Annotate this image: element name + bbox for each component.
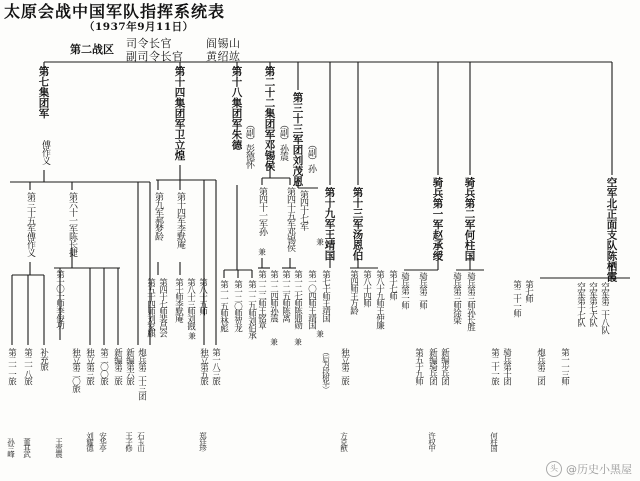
note-label: （后为段树华） bbox=[321, 348, 331, 393]
division-115: 第一一五师林彪 bbox=[218, 280, 229, 332]
unit: 空军第十七队 bbox=[575, 282, 586, 326]
group-army-18-deputy: （副）彭德怀 bbox=[244, 120, 254, 168]
unit: 第一一三师 bbox=[559, 348, 570, 385]
division-17: 第十七师 bbox=[387, 270, 398, 300]
unit: 独立第二旅 bbox=[339, 348, 350, 385]
army-9: 第九军郝梦龄 bbox=[153, 192, 163, 240]
division-120: 第一二〇师贺龙 bbox=[232, 280, 243, 332]
unit: 新编骑兵团 bbox=[427, 348, 438, 385]
group-army-22-deputy: （副）孙震 bbox=[278, 120, 288, 160]
unit: 骑兵第十团 bbox=[501, 348, 512, 385]
note-label: 兼 bbox=[315, 238, 325, 245]
army-47: 第四十七军 bbox=[298, 190, 308, 230]
division-89: 第八十九师王仲廉 bbox=[374, 270, 385, 329]
unit-commander: 石玉山 bbox=[136, 432, 146, 451]
division-10: 第十师李默庵 bbox=[173, 278, 184, 322]
division-104: 第一〇四师王靖国 bbox=[306, 270, 317, 329]
note-label: 兼 bbox=[269, 338, 279, 345]
unit: 补充旅 bbox=[38, 348, 49, 370]
division-122: 第一二二师王铭章 bbox=[256, 270, 267, 329]
commander-titles bbox=[126, 37, 184, 63]
commander-names bbox=[206, 37, 241, 63]
cavalry-division-3b: 骑兵第三师孙长胜 bbox=[465, 272, 476, 331]
air-force-detachment: 空军北正面支队陈栖霞 bbox=[605, 177, 618, 282]
division-83: 第八十三师刘戡 bbox=[185, 278, 196, 330]
army-41: 第四十一军孙 bbox=[257, 187, 267, 235]
division-54: 第五十四师刘家麒 bbox=[145, 278, 156, 337]
unit-commander: 董其武 bbox=[22, 438, 32, 457]
note-label: 兼 bbox=[315, 330, 325, 337]
unit-commander: 安华亭 bbox=[98, 432, 108, 451]
unit: 炮兵第二团 bbox=[535, 348, 546, 385]
division-85: 第八十五师 bbox=[197, 278, 208, 315]
note-label: 兼 bbox=[257, 248, 267, 255]
commander-title: 司令长官 bbox=[126, 37, 172, 50]
division-127: 第一二七师陈鼎勋 bbox=[292, 270, 303, 329]
cavalry-army-2: 骑兵第二军何柱国 bbox=[463, 177, 476, 261]
division-84: 第八十四师 bbox=[361, 270, 372, 307]
unit: 空军第七大队 bbox=[587, 282, 598, 326]
note-label: 兼 bbox=[187, 332, 197, 339]
war-zone-label: 第二战区 bbox=[70, 43, 114, 56]
army-group-33: 第三十三军团刘茂恩 bbox=[291, 92, 304, 187]
unit: 第二一八旅 bbox=[22, 348, 33, 385]
commander-name: 黄绍竑 bbox=[206, 50, 241, 63]
unit-commander: 刘耀德 bbox=[85, 432, 95, 451]
unit: 新编第二旅 bbox=[112, 348, 123, 385]
chart-subtitle: （1937年9月11日） bbox=[84, 21, 194, 33]
unit: 独立第五旅 bbox=[198, 348, 209, 385]
unit: 新编步兵团 bbox=[439, 348, 450, 385]
cavalry-division-2: 骑兵第二师 bbox=[417, 272, 428, 309]
unit-commander: 方克猷 bbox=[339, 432, 349, 451]
cavalry-division-3a: 骑兵第三师徐梁 bbox=[451, 272, 462, 324]
group-army-18: 第十八集团军朱德 bbox=[230, 66, 243, 150]
unit: 炮兵第二十三团 bbox=[136, 348, 147, 400]
chart-title: 太原会战中国军队指挥系统表 bbox=[4, 2, 226, 21]
army-45: 第四十五军邓锡侯 bbox=[285, 187, 295, 251]
unit: 第二〇〇旅 bbox=[98, 348, 109, 385]
unit-commander: 孙兰峰 bbox=[6, 438, 16, 457]
division-129: 第一二九师刘伯承 bbox=[246, 280, 257, 339]
division-125: 第一二五师陈离 bbox=[280, 270, 291, 322]
division-47: 第四十七师裴昌会 bbox=[157, 278, 168, 337]
division-70: 第七十师王靖国 bbox=[320, 270, 331, 322]
army-group-33-deputy: （副）孙 bbox=[306, 140, 316, 172]
unit-commander: 王子修 bbox=[124, 432, 134, 451]
commander-name: 阎锡山 bbox=[206, 37, 241, 50]
division-101: 第一〇一师李俊功 bbox=[54, 270, 65, 329]
group-army-14: 第十四集团军卫立煌 bbox=[173, 66, 186, 161]
group-army-7: 第七集团军 bbox=[37, 66, 50, 119]
group-army-7-commander: 傅作义 bbox=[40, 140, 50, 164]
unit: 空军第二十八队 bbox=[599, 282, 610, 334]
army-13: 第十三军汤恩伯 bbox=[351, 187, 364, 261]
division-7: 第七师 bbox=[523, 280, 534, 302]
army-19: 第十九军王靖国 bbox=[323, 187, 336, 261]
army-14: 第十四军李默庵 bbox=[175, 192, 185, 248]
army-61: 第六十一军陈长捷 bbox=[67, 192, 77, 256]
cavalry-army-1: 骑兵第一军赵承绶 bbox=[431, 177, 444, 261]
unit: 独立第三旅 bbox=[84, 348, 95, 385]
unit: 新编第六旅 bbox=[124, 348, 135, 385]
cavalry-division-1: 骑兵第一师 bbox=[399, 272, 410, 309]
division-124: 第一二四师孙震 bbox=[268, 270, 279, 322]
unit: 第五十九师 bbox=[413, 348, 424, 385]
watermark bbox=[546, 461, 632, 477]
watermark-text: @历史小黑屋 bbox=[566, 463, 632, 476]
unit-commander: 许权中 bbox=[427, 432, 437, 451]
watermark-logo-icon: 头 bbox=[546, 461, 562, 477]
group-army-22: 第二十二集团军邓锡侯 bbox=[263, 66, 276, 171]
division-4: 第四师王万龄 bbox=[348, 270, 359, 314]
unit-commander: 王雷震 bbox=[54, 438, 64, 457]
division-21: 第二十一师 bbox=[511, 280, 522, 317]
unit-commander: 郑廷珍 bbox=[198, 432, 208, 451]
commander-title: 副司令长官 bbox=[126, 50, 184, 63]
unit: 第一八三旅 bbox=[210, 348, 221, 385]
unit: 第二一一旅 bbox=[6, 348, 17, 385]
army-35: 第三十五军傅作义 bbox=[25, 192, 35, 256]
unit-commander: 何柱国 bbox=[489, 432, 499, 451]
unit: 独立第二〇旅 bbox=[70, 348, 81, 392]
unit: 第二十一旅 bbox=[489, 348, 500, 385]
note-label: 兼 bbox=[293, 338, 303, 345]
